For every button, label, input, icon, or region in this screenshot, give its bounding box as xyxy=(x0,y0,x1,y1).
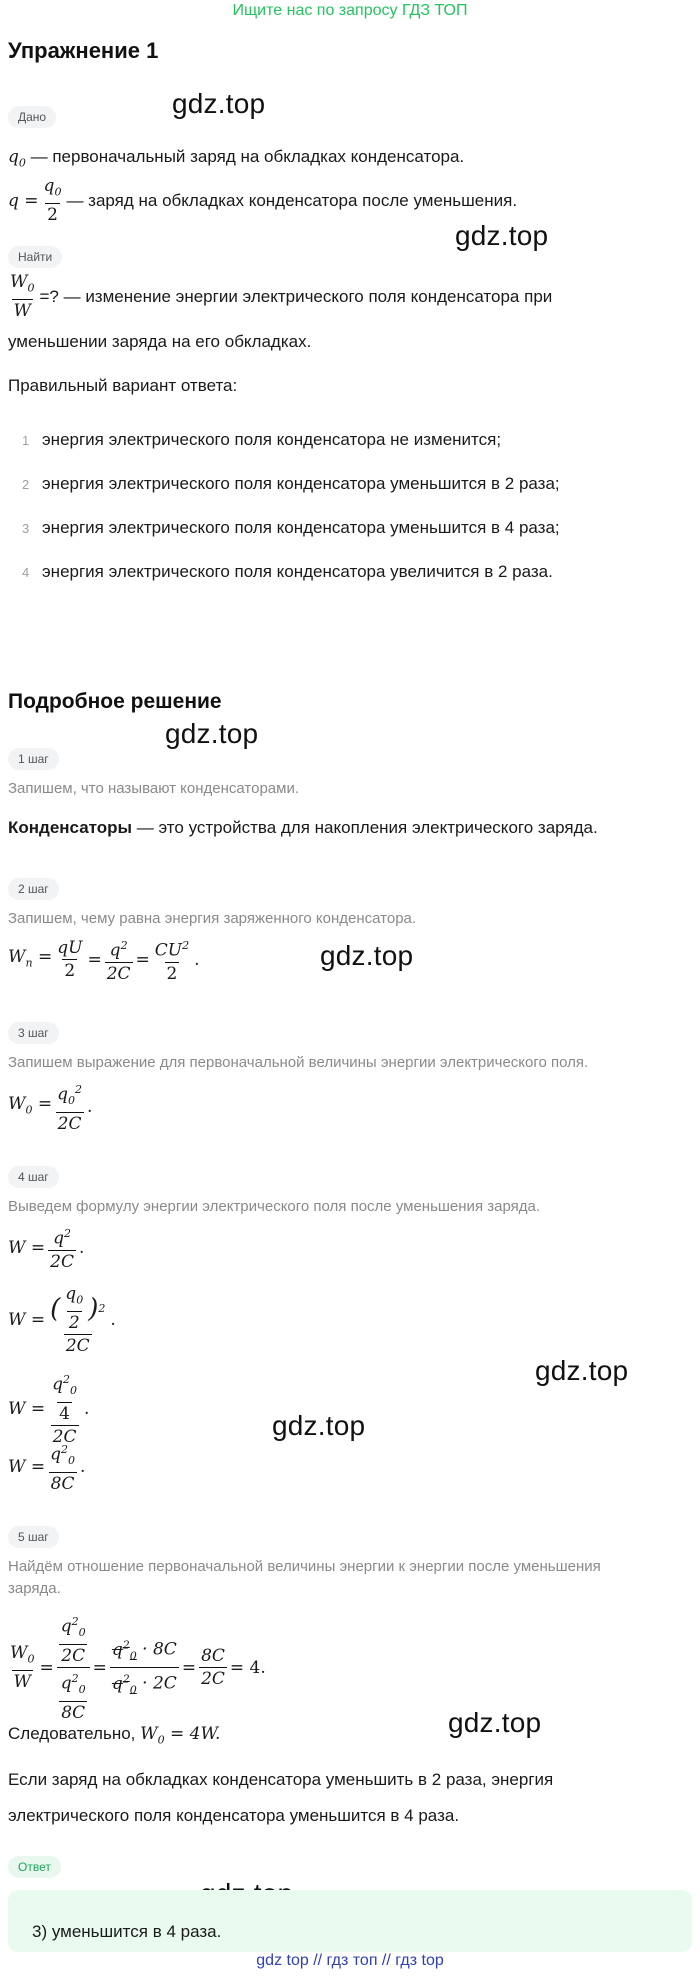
w0-formula: $W_0$ = $\frac{q_0^2}{2C}$ . xyxy=(8,1083,93,1135)
solution-title: Подробное решение xyxy=(8,690,222,713)
q0-symbol: $q_0$ xyxy=(8,147,26,170)
given-q-text: — заряд на обкладках конденсатора после уменьшения. xyxy=(66,190,518,210)
definition: Конденсаторы — это устройства для накопления электрического заряда. xyxy=(8,818,598,837)
given-pill: Дано xyxy=(8,106,56,128)
step-3-pill: 3 шаг xyxy=(8,1022,59,1044)
q-formula: q = xyxy=(8,190,39,211)
step-3-desc: Запишем выражение для первоначальной величины энергии электрического поля. xyxy=(8,1054,589,1071)
given-q0-text: — первоначальный заряд на обкладках конденсатора. xyxy=(25,147,465,166)
top-banner[interactable]: Ищите нас по запросу ГДЗ ТОП xyxy=(232,2,468,19)
w0-w-fraction: $\frac{W_0}{W}$ xyxy=(10,272,35,322)
option-4[interactable]: 4 энергия электрического поля конденсатора увеличится в 2 раза. xyxy=(22,562,553,581)
step-1-desc: Запишем, что называют конденсаторами. xyxy=(8,780,300,797)
option-3[interactable]: 3 энергия электрического поля конденсатора уменьшится в 4 раза; xyxy=(22,518,560,537)
watermark: gdz.top xyxy=(535,1355,629,1386)
find-line xyxy=(8,272,552,321)
step-5-desc-2: заряда. xyxy=(8,1580,61,1597)
q-fraction: $\frac{q_0}{2}$ xyxy=(43,176,62,226)
watermark: gdz.top xyxy=(165,718,259,749)
option-2[interactable]: 2 энергия электрического поля конденсатора уменьшится в 2 раза; xyxy=(22,474,560,493)
w-formula-1: W = $\frac{q^2}{2C}$ . xyxy=(8,1227,85,1272)
footer-links[interactable]: gdz top // гдз топ // гдз top xyxy=(256,1952,444,1969)
answer-pill: Ответ xyxy=(8,1856,61,1878)
w-formula-3: W = $\frac{\frac{q^2_0}{4}}{2C}$ . xyxy=(8,1373,90,1448)
ratio-formula: $\frac{W_0}{W}$ = $\frac{\frac{q^2_0}{2C}}{\frac{q^2_0}{8C}}$ = $\frac{q^2_0 \cdot 8C}{q^2_0 \cdot 2C}$ = $\frac{8C}{2C}$ = 4. xyxy=(10,1615,266,1724)
conclusion-2b: электрического поля конденсатора уменьшится в 4 раза. xyxy=(8,1806,460,1825)
watermark: gdz.top xyxy=(272,1410,366,1441)
find-text-2: уменьшении заряда на его обкладках. xyxy=(8,332,312,351)
step-4-pill: 4 шаг xyxy=(8,1166,59,1188)
given-q-line xyxy=(8,176,517,225)
conclusion-2a: Если заряд на обкладках конденсатора уменьшить в 2 раза, энергия xyxy=(8,1770,554,1789)
step-2-desc: Запишем, чему равна энергия заряженного конденсатора. xyxy=(8,910,417,927)
step-5-desc-1: Найдём отношение первоначальной величины энергии к энергии после уменьшения xyxy=(8,1558,601,1575)
conclusion-1: Следовательно, $W_0 = 4W$. xyxy=(8,1724,221,1747)
given-q0-line xyxy=(8,145,464,175)
w-formula-4: W = $\frac{q^2_0}{8C}$ . xyxy=(8,1443,86,1495)
step-2-pill: 2 шаг xyxy=(8,878,59,900)
find-pill: Найти xyxy=(8,246,62,268)
option-1[interactable]: 1 энергия электрического поля конденсатора не изменится; xyxy=(22,430,502,449)
answer-text: 3) уменьшится в 4 раза. xyxy=(32,1922,222,1941)
step-5-pill: 5 шаг xyxy=(8,1526,59,1548)
find-text: =? — изменение энергии электрического поля конденсатора при xyxy=(39,286,553,306)
step-4-desc: Выведем формулу энергии электрического поля после уменьшения заряда. xyxy=(8,1198,541,1215)
watermark: gdz.top xyxy=(320,940,414,971)
step-1-pill: 1 шаг xyxy=(8,748,59,770)
energy-formula: $W_п$ = $\frac{qU}{2}$ = $\frac{q^2}{2C}$ = $\frac{CU^2}{2}$ . xyxy=(8,938,200,984)
exercise-title: Упражнение 1 xyxy=(8,38,159,63)
watermark: gdz.top xyxy=(448,1707,542,1738)
watermark: gdz.top xyxy=(172,88,266,119)
options-title: Правильный вариант ответа: xyxy=(8,376,238,395)
w-formula-2: W = ( $\frac{q_0}{2}$ ) 2 2C . xyxy=(8,1284,116,1357)
watermark: gdz.top xyxy=(455,220,549,251)
